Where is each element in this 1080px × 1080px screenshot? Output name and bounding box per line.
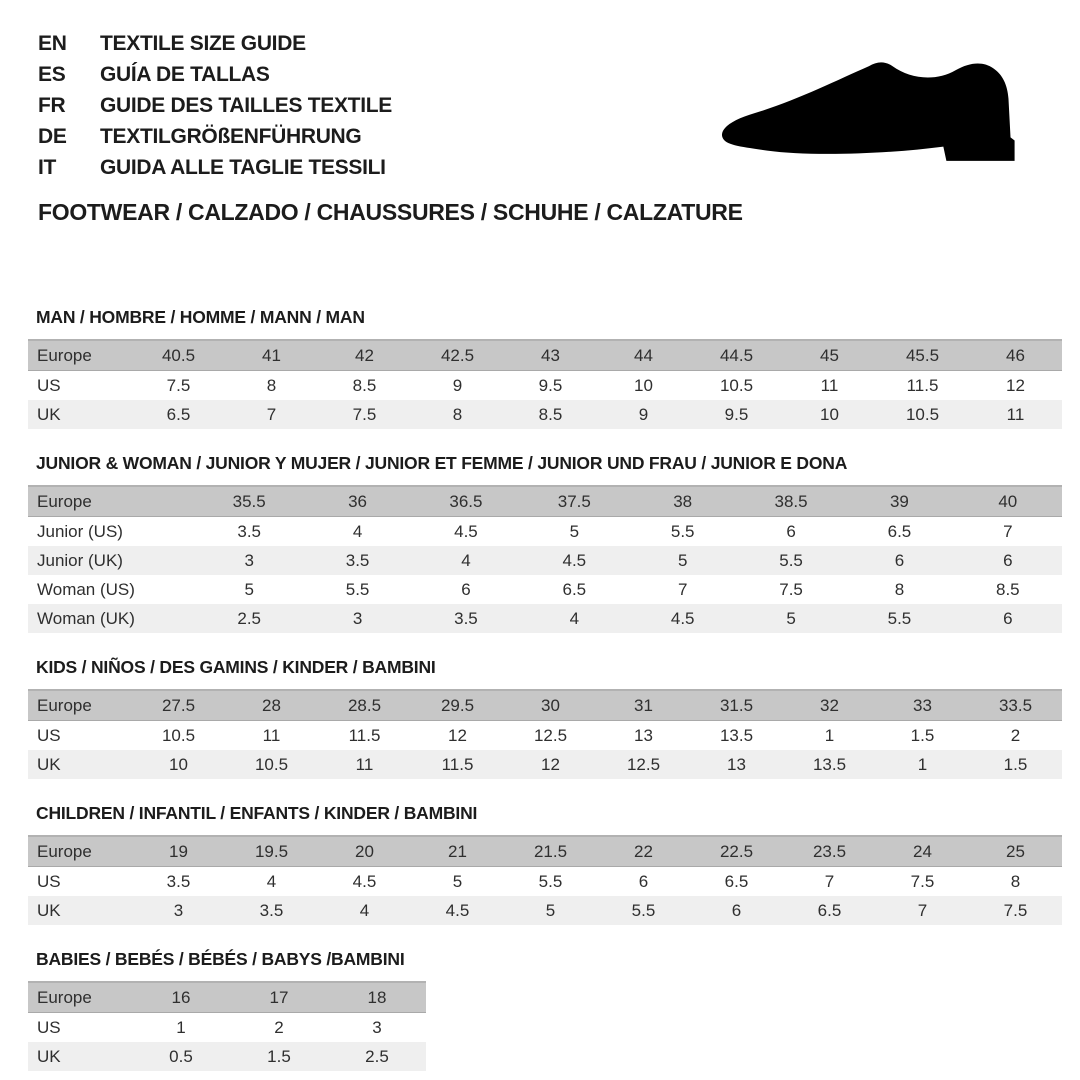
size-cell: 11.5: [348, 726, 381, 745]
size-cell: 37.5: [520, 486, 628, 517]
size-cell: 4.5: [629, 604, 737, 633]
size-cell: 44.5: [690, 340, 783, 371]
language-code: FR: [38, 93, 66, 117]
language-row: [38, 152, 392, 183]
size-cell: 18: [328, 982, 426, 1013]
size-cell: 11: [262, 726, 281, 745]
size-cell: 7.5: [318, 400, 411, 429]
size-cell: 12.5: [597, 750, 690, 779]
size-cell: 5: [569, 522, 580, 541]
table-row: [28, 340, 1062, 371]
size-cell: 42: [318, 340, 411, 371]
size-cell: 38: [629, 486, 737, 517]
size-cell: 17: [230, 982, 328, 1013]
size-cell: 10.5: [719, 376, 754, 395]
language-label: GUIDA ALLE TAGLIE TESSILI: [100, 155, 386, 179]
size-cell: 9.5: [538, 376, 563, 395]
size-cell: 3.5: [237, 522, 261, 541]
section-title: MAN / HOMBRE / HOMME / MANN / MAN: [36, 307, 365, 327]
size-section: [28, 307, 1062, 429]
size-cell: 6.5: [562, 580, 587, 599]
size-cell: 7: [876, 896, 969, 925]
size-cell: 7.5: [779, 580, 803, 599]
size-cell: 7: [677, 580, 688, 599]
size-cell: 16: [132, 982, 230, 1013]
size-cell: 5.5: [670, 522, 695, 541]
size-cell: 41: [225, 340, 318, 371]
size-cell: 13: [690, 750, 783, 779]
size-table: [28, 689, 1062, 779]
size-cell: 35.5: [195, 486, 303, 517]
language-title-list: [38, 28, 392, 183]
row-label: Europe: [28, 690, 132, 721]
row-label: US: [37, 1018, 61, 1037]
section-title: CHILDREN / INFANTIL / ENFANTS / KINDER / BAMBINI: [36, 803, 478, 823]
row-label: Europe: [28, 340, 132, 371]
size-cell: 3.5: [166, 872, 191, 891]
size-cell: 36: [303, 486, 411, 517]
table-row: [28, 1042, 426, 1071]
size-cell: 5: [737, 604, 845, 633]
table-row: [28, 604, 1062, 633]
size-cell: 5: [452, 872, 463, 891]
section-title: BABIES / BEBÉS / BÉBÉS / BABYS /BAMBINI: [36, 949, 405, 969]
size-cell: 8.5: [995, 580, 1020, 599]
table-row: [28, 517, 1062, 547]
row-label: Woman (US): [37, 580, 135, 599]
size-cell: 33.5: [969, 690, 1062, 721]
size-cell: 31: [597, 690, 690, 721]
size-cell: 11: [318, 750, 411, 779]
row-label: Europe: [28, 836, 132, 867]
size-cell: 1.5: [969, 750, 1062, 779]
size-table: [28, 835, 1062, 925]
row-label: US: [37, 726, 61, 745]
row-label: Junior (UK): [28, 546, 195, 575]
size-cell: 31.5: [690, 690, 783, 721]
size-cell: 6: [954, 604, 1062, 633]
size-cell: 6: [845, 546, 953, 575]
size-cell: 36.5: [412, 486, 520, 517]
size-cell: 21: [411, 836, 504, 867]
size-cell: 1: [876, 750, 969, 779]
size-cell: 28.5: [318, 690, 411, 721]
table-row: [28, 371, 1062, 401]
size-cell: 4.5: [411, 896, 504, 925]
size-section: [28, 453, 1062, 633]
size-cell: 7: [225, 400, 318, 429]
size-cell: 7: [1003, 522, 1013, 541]
size-cell: 7: [824, 872, 835, 891]
size-cell: 45: [783, 340, 876, 371]
size-cell: 6.5: [887, 522, 912, 541]
size-cell: 9: [452, 376, 463, 395]
size-cell: 10.5: [161, 726, 196, 745]
size-cell: 40.5: [132, 340, 225, 371]
size-cell: 7.5: [910, 872, 935, 891]
size-cell: 46: [969, 340, 1062, 371]
language-label: GUÍA DE TALLAS: [100, 62, 270, 86]
size-cell: 44: [597, 340, 690, 371]
section-title: KIDS / NIÑOS / DES GAMINS / KINDER / BAMBINI: [36, 657, 436, 677]
size-cell: 32: [783, 690, 876, 721]
size-cell: 5: [629, 546, 737, 575]
size-cell: 4: [412, 546, 520, 575]
size-cell: 6: [461, 580, 471, 599]
size-cell: 22: [597, 836, 690, 867]
size-cell: 6: [786, 522, 796, 541]
size-cell: 3.5: [412, 604, 520, 633]
row-label: UK: [28, 400, 132, 429]
size-cell: 6: [638, 872, 649, 891]
row-label: UK: [28, 750, 132, 779]
size-cell: 10: [634, 376, 653, 395]
size-cell: 39: [845, 486, 953, 517]
size-cell: 11: [969, 400, 1062, 429]
table-row: [28, 400, 1062, 429]
size-cell: 11: [820, 376, 839, 395]
size-tables: [28, 307, 1062, 1080]
size-section: [28, 949, 1062, 1071]
row-label: US: [37, 376, 61, 395]
language-code: ES: [38, 62, 66, 86]
language-code: DE: [38, 124, 67, 148]
size-cell: 9: [597, 400, 690, 429]
table-row: [28, 750, 1062, 779]
size-table: [28, 485, 1062, 633]
size-cell: 5.5: [737, 546, 845, 575]
size-cell: 4: [266, 872, 277, 891]
size-cell: 23.5: [783, 836, 876, 867]
size-cell: 43: [504, 340, 597, 371]
table-row: [28, 836, 1062, 867]
size-cell: 8: [411, 400, 504, 429]
size-cell: 45.5: [876, 340, 969, 371]
size-cell: 4.5: [520, 546, 628, 575]
table-row: [28, 1013, 426, 1043]
size-cell: 1.5: [230, 1042, 328, 1071]
row-label: Europe: [28, 982, 132, 1013]
size-cell: 3: [372, 1018, 382, 1037]
size-cell: 5.5: [597, 896, 690, 925]
size-cell: 1.5: [910, 726, 935, 745]
size-cell: 12: [1006, 376, 1025, 395]
size-table: [28, 981, 426, 1071]
size-cell: 3: [132, 896, 225, 925]
table-row: [28, 690, 1062, 721]
size-cell: 5: [244, 580, 254, 599]
language-row: [38, 59, 392, 90]
row-label: Europe: [28, 486, 195, 517]
size-cell: 1: [176, 1018, 186, 1037]
size-cell: 5: [504, 896, 597, 925]
row-label: Junior (US): [37, 522, 123, 541]
table-row: [28, 575, 1062, 604]
size-cell: 27.5: [132, 690, 225, 721]
size-cell: 5.5: [538, 872, 563, 891]
size-cell: 12: [448, 726, 467, 745]
size-cell: 9.5: [690, 400, 783, 429]
size-cell: 5.5: [845, 604, 953, 633]
size-cell: 19.5: [225, 836, 318, 867]
size-cell: 22.5: [690, 836, 783, 867]
size-cell: 13: [634, 726, 653, 745]
size-cell: 40: [954, 486, 1062, 517]
size-cell: 8.5: [504, 400, 597, 429]
size-cell: 8: [894, 580, 905, 599]
size-cell: 8: [266, 376, 277, 395]
size-cell: 10: [132, 750, 225, 779]
size-table: [28, 339, 1062, 429]
size-cell: 3.5: [303, 546, 411, 575]
size-cell: 8: [1010, 872, 1021, 891]
section-title: JUNIOR & WOMAN / JUNIOR Y MUJER / JUNIOR ET FEMME / JUNIOR UND FRAU / JUNIOR E DONA: [36, 453, 848, 473]
size-section: [28, 803, 1062, 925]
size-cell: 5.5: [345, 580, 370, 599]
shoe-icon: [714, 56, 1020, 170]
language-label: TEXTILGRÖßENFÜHRUNG: [100, 124, 362, 148]
size-cell: 28: [225, 690, 318, 721]
size-cell: 29.5: [411, 690, 504, 721]
size-cell: 13.5: [783, 750, 876, 779]
size-cell: 4: [318, 896, 411, 925]
size-cell: 2.5: [328, 1042, 426, 1071]
size-cell: 12: [504, 750, 597, 779]
category-line: FOOTWEAR / CALZADO / CHAUSSURES / SCHUHE / CALZATURE: [38, 199, 743, 225]
size-section: [28, 657, 1062, 779]
size-cell: 4.5: [454, 522, 478, 541]
table-row: [28, 867, 1062, 897]
table-row: [28, 721, 1062, 751]
size-cell: 1: [824, 726, 835, 745]
size-cell: 7.5: [969, 896, 1062, 925]
size-cell: 33: [876, 690, 969, 721]
table-row: [28, 896, 1062, 925]
size-cell: 30: [504, 690, 597, 721]
size-cell: 0.5: [132, 1042, 230, 1071]
size-cell: 38.5: [737, 486, 845, 517]
language-code: EN: [38, 31, 67, 55]
language-row: [38, 28, 392, 59]
size-cell: 8.5: [352, 376, 377, 395]
size-cell: 10: [783, 400, 876, 429]
row-label: Woman (UK): [28, 604, 195, 633]
size-cell: 11.5: [411, 750, 504, 779]
size-cell: 6.5: [724, 872, 749, 891]
size-cell: 4: [352, 522, 363, 541]
size-cell: 6: [690, 896, 783, 925]
size-cell: 4.5: [352, 872, 377, 891]
language-row: [38, 121, 392, 152]
size-cell: 13.5: [719, 726, 754, 745]
size-cell: 25: [969, 836, 1062, 867]
language-label: TEXTILE SIZE GUIDE: [100, 31, 306, 55]
size-cell: 6.5: [132, 400, 225, 429]
table-row: [28, 982, 426, 1013]
size-cell: 2: [1010, 726, 1021, 745]
size-cell: 4: [520, 604, 628, 633]
language-code: IT: [38, 155, 57, 179]
size-cell: 2: [274, 1018, 284, 1037]
size-cell: 20: [318, 836, 411, 867]
language-label: GUIDE DES TAILLES TEXTILE: [100, 93, 392, 117]
table-row: [28, 546, 1062, 575]
row-label: US: [37, 872, 61, 891]
size-cell: 12.5: [533, 726, 568, 745]
size-cell: 24: [876, 836, 969, 867]
size-cell: 10.5: [876, 400, 969, 429]
row-label: UK: [28, 896, 132, 925]
size-cell: 11.5: [906, 376, 939, 395]
row-label: UK: [28, 1042, 132, 1071]
size-cell: 19: [132, 836, 225, 867]
size-cell: 7.5: [166, 376, 191, 395]
size-cell: 3: [303, 604, 411, 633]
size-cell: 10.5: [225, 750, 318, 779]
size-cell: 6.5: [783, 896, 876, 925]
table-row: [28, 486, 1062, 517]
size-cell: 21.5: [504, 836, 597, 867]
size-cell: 6: [954, 546, 1062, 575]
size-cell: 2.5: [195, 604, 303, 633]
size-cell: 3.5: [225, 896, 318, 925]
size-cell: 3: [195, 546, 303, 575]
size-cell: 42.5: [411, 340, 504, 371]
language-row: [38, 90, 392, 121]
